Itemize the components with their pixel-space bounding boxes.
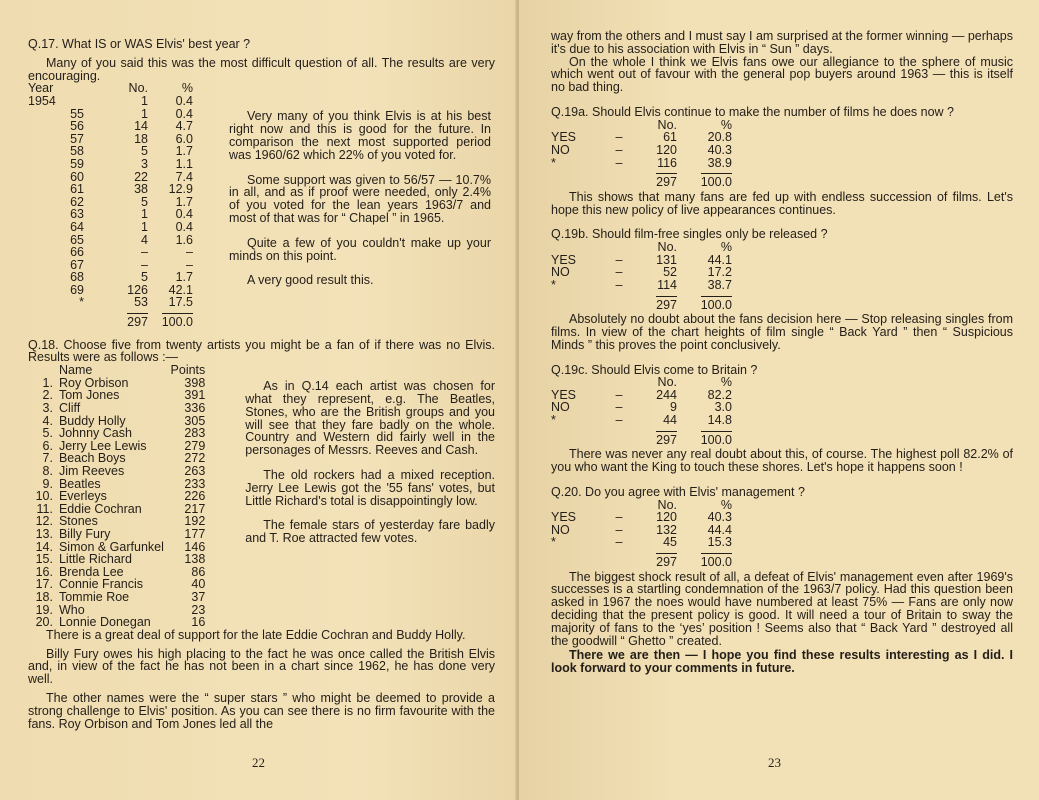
poll-comment: Absolutely no doubt about the fans decision here — Stop releasing singles from films. In view of the chart heights of film single “ Back Yard ” then “ Suspicious Minds ” this proves the point conclusively. xyxy=(551,312,1013,352)
table-row xyxy=(551,254,732,267)
percent-cell: 17.2 xyxy=(707,265,732,280)
percent-cell: 6.0 xyxy=(175,131,193,146)
rank-cell: 19. xyxy=(35,602,53,617)
table-row xyxy=(28,158,193,171)
artist-name-cell: Buddy Holly xyxy=(58,413,126,428)
year-cell: 63 xyxy=(70,207,84,222)
table-row xyxy=(28,108,193,121)
count-cell: 126 xyxy=(127,282,148,297)
artist-name-cell: Johnny Cash xyxy=(58,426,132,441)
count-cell: 3 xyxy=(141,156,148,171)
year-cell: * xyxy=(79,295,84,310)
dash-cell: – xyxy=(615,252,623,267)
poll-header-row xyxy=(551,241,732,254)
q18-notes xyxy=(245,380,495,628)
points-cell: 279 xyxy=(184,438,206,453)
answer-cell: * xyxy=(551,413,556,428)
total-row xyxy=(551,169,732,189)
rank-cell: 2. xyxy=(42,388,53,403)
table-row xyxy=(28,133,193,146)
count-cell: 14 xyxy=(134,119,148,134)
total-percent: 100.0 xyxy=(161,315,193,330)
answer-cell: * xyxy=(551,155,556,170)
table-row xyxy=(551,266,732,279)
q18-note-3: The female stars of yesterday fare badly and T. Roe attracted few votes. xyxy=(245,518,495,546)
year-cell: 68 xyxy=(70,270,84,285)
artist-name-cell: Everleys xyxy=(58,489,107,504)
table-row xyxy=(28,402,205,415)
table-row xyxy=(28,246,193,259)
points-cell: 138 xyxy=(184,552,206,567)
count-cell: 1 xyxy=(141,219,148,234)
answer-cell: NO xyxy=(551,400,570,415)
rank-cell: 6. xyxy=(42,438,53,453)
table-row xyxy=(551,524,732,537)
rank-cell: 17. xyxy=(35,577,53,592)
artist-name-cell: Lonnie Donegan xyxy=(58,615,151,630)
table-row xyxy=(551,144,732,157)
rank-cell: 20. xyxy=(35,615,53,630)
percent-cell: 1.7 xyxy=(175,144,193,159)
year-cell: 55 xyxy=(70,106,84,121)
dash-cell: – xyxy=(615,522,623,537)
year-header: Year xyxy=(28,81,54,96)
count-cell: 9 xyxy=(670,400,677,415)
rank-cell: 16. xyxy=(35,564,53,579)
year-cell: 58 xyxy=(70,144,84,159)
dash-cell: – xyxy=(615,130,623,145)
table-row xyxy=(551,389,732,402)
table-row xyxy=(551,131,732,144)
table-row xyxy=(28,145,193,158)
poll-question: Q.19c. Should Elvis come to Britain ? xyxy=(551,362,758,377)
closing-text: There we are then — I hope you find these results interesting as I did. I look forward to your comments in future. xyxy=(551,648,1013,676)
poll-comment: There was never any real doubt about this, of course. The highest poll 82.2% of you who want the King to touch these shores. Let's hope it happens soon ! xyxy=(551,447,1013,475)
points-cell: 305 xyxy=(184,413,206,428)
table-row xyxy=(28,503,205,516)
no-header: No. xyxy=(657,240,677,255)
percent-cell: 40.3 xyxy=(707,142,732,157)
table-row xyxy=(28,528,205,541)
table-row xyxy=(551,511,732,524)
points-cell: 23 xyxy=(191,602,206,617)
rank-cell: 12. xyxy=(35,514,53,529)
percent-cell: 40.3 xyxy=(707,510,732,525)
q18-section xyxy=(28,364,495,628)
table-row xyxy=(28,389,205,402)
year-cell: 62 xyxy=(70,194,84,209)
no-header: No. xyxy=(657,375,677,390)
percent-cell: 0.4 xyxy=(175,219,193,234)
poll-question: Q.19a. Should Elvis continue to make the number of films he does now ? xyxy=(551,104,955,119)
answer-cell: YES xyxy=(551,252,577,267)
artist-name-cell: Beatles xyxy=(58,476,101,491)
dash-cell: – xyxy=(615,510,623,525)
percent-cell: 0.4 xyxy=(175,93,193,108)
q17-year-table xyxy=(28,82,193,328)
percent-cell: 17.5 xyxy=(168,295,193,310)
count-cell: 244 xyxy=(656,387,677,402)
rank-cell: 13. xyxy=(35,526,53,541)
q18-note-1: As in Q.14 each artist was chosen for what they represent, e.g. The Beatles, Stones, who are the British groups and you will see that they fare badly on the whole. Country and Western did fairly well in the personages of Messrs. Reeves and Cash. xyxy=(245,379,495,458)
points-cell: 391 xyxy=(184,388,206,403)
table-row xyxy=(28,271,193,284)
total-percent: 100.0 xyxy=(700,432,732,447)
count-cell: 22 xyxy=(134,169,148,184)
dash-cell: – xyxy=(615,142,623,157)
year-cell: 66 xyxy=(70,245,84,260)
q18-para-1: There is a great deal of support for the late Eddie Cochran and Buddy Holly. xyxy=(46,627,466,642)
table-row xyxy=(28,553,205,566)
total-percent: 100.0 xyxy=(700,175,732,190)
total-row xyxy=(28,309,193,329)
answer-cell: * xyxy=(551,535,556,550)
table-row xyxy=(28,515,205,528)
rank-cell: 10. xyxy=(35,489,53,504)
poll-table xyxy=(551,499,732,569)
year-cell: 69 xyxy=(70,282,84,297)
pct-header: % xyxy=(720,117,732,132)
q17-notes xyxy=(229,110,491,328)
points-cell: 233 xyxy=(184,476,206,491)
artist-name-cell: Connie Francis xyxy=(58,577,144,592)
year-cell: 67 xyxy=(70,257,84,272)
points-cell: 86 xyxy=(191,564,206,579)
artist-name-cell: Stones xyxy=(58,514,98,529)
page-number-left: 22 xyxy=(252,755,265,771)
table-row xyxy=(551,157,732,170)
answer-cell: YES xyxy=(551,510,577,525)
pct-header: % xyxy=(720,497,732,512)
dash-cell: – xyxy=(615,413,623,428)
poll-section xyxy=(551,106,1013,216)
poll-comment: This shows that many fans are fed up with endless succession of films. Let's hope this new policy of live appearances continues. xyxy=(551,189,1013,217)
continued-text: way from the others and I must say I am surprised at the former winning — perhaps it's due to his association with Elvis in “ Sun ” days. xyxy=(551,29,1014,56)
rank-cell: 1. xyxy=(42,375,53,390)
table-row xyxy=(551,536,732,549)
artist-name-cell: Roy Orbison xyxy=(58,375,129,390)
count-cell: 4 xyxy=(141,232,148,247)
artist-name-cell: Simon & Garfunkel xyxy=(58,539,164,554)
dash-cell: – xyxy=(615,400,623,415)
q17-note-2: Some support was given to 56/57 — 10.7% in all, and as if proof were needed, only 2.4% of you voted for the lean years 1963/7 and most of that was for “ Chapel ” in 1965. xyxy=(229,172,491,225)
answer-cell: YES xyxy=(551,130,577,145)
page-number-right: 23 xyxy=(768,755,781,771)
count-cell: 5 xyxy=(141,144,148,159)
count-cell: – xyxy=(141,245,148,260)
count-cell: 132 xyxy=(656,522,677,537)
artist-name-cell: Billy Fury xyxy=(58,526,111,541)
total-count: 297 xyxy=(127,315,148,330)
count-cell: 1 xyxy=(141,106,148,121)
artist-name-cell: Tom Jones xyxy=(58,388,120,403)
points-cell: 146 xyxy=(184,539,206,554)
year-cell: 57 xyxy=(70,131,84,146)
q18-para-2: Billy Fury owes his high placing to the fact he was once called the British Elvis and, in view of the fact he has not been in a chart since 1962, he has done very well. xyxy=(28,646,495,687)
dash-cell: – xyxy=(615,387,623,402)
percent-cell: 12.9 xyxy=(168,182,193,197)
poll-section xyxy=(551,228,1013,351)
table-row xyxy=(28,478,205,491)
answer-cell: NO xyxy=(551,265,570,280)
page-left xyxy=(0,0,517,800)
table-row xyxy=(28,465,205,478)
percent-cell: 14.8 xyxy=(707,413,732,428)
percent-cell: 38.9 xyxy=(707,155,732,170)
q18-heading: Q.18. Choose five from twenty artists you might be a fan of if there was no Elvis. Results were as follows :— xyxy=(28,337,495,365)
points-cell: 226 xyxy=(184,489,206,504)
table-row xyxy=(28,616,205,629)
q17-intro: Many of you said this was the most difficult question of all. The results are very encouraging. xyxy=(28,55,495,83)
table-row xyxy=(28,234,193,247)
percent-cell: – xyxy=(186,245,193,260)
q17-note-4: A very good result this. xyxy=(247,273,374,288)
rank-cell: 3. xyxy=(42,401,53,416)
year-cell: 60 xyxy=(70,169,84,184)
count-cell: 1 xyxy=(141,93,148,108)
count-cell: 44 xyxy=(663,413,677,428)
total-percent: 100.0 xyxy=(700,555,732,570)
poll-comment: The biggest shock result of all, a defeat of Elvis' management even after 1969's successes is a startling condemnation of the 1963/7 policy. Had this question been asked in 1967 the noes would have numbered at least 75% — Fans are only now deciding that the present policy is good. It will need a tour of Britain to sway the majority of fans to the ‘yes’ position ! Seems also that “ Back Yard ” destroyed all the goodwill “ Ghetto ” created. xyxy=(551,569,1013,648)
percent-cell: 38.7 xyxy=(707,277,732,292)
total-row xyxy=(551,549,732,569)
total-count: 297 xyxy=(656,175,677,190)
percent-cell: 44.1 xyxy=(707,252,732,267)
total-row xyxy=(551,427,732,447)
count-cell: 1 xyxy=(141,207,148,222)
answer-cell: NO xyxy=(551,522,570,537)
table-row xyxy=(28,591,205,604)
percent-cell: 1.7 xyxy=(175,194,193,209)
table-row xyxy=(28,208,193,221)
table-row xyxy=(28,95,193,108)
pct-header: % xyxy=(720,375,732,390)
table-row xyxy=(28,196,193,209)
rank-cell: 8. xyxy=(42,464,53,479)
q18-table-body xyxy=(28,377,205,629)
pct-header: % xyxy=(720,240,732,255)
answer-cell: NO xyxy=(551,142,570,157)
artist-name-cell: Cliff xyxy=(58,401,81,416)
table-row xyxy=(28,183,193,196)
artist-name-cell: Jim Reeves xyxy=(58,464,125,479)
count-cell: 52 xyxy=(663,265,677,280)
count-cell: 5 xyxy=(141,270,148,285)
artist-name-cell: Eddie Cochran xyxy=(58,501,142,516)
points-cell: 40 xyxy=(191,577,206,592)
table-row xyxy=(551,414,732,427)
count-cell: 5 xyxy=(141,194,148,209)
percent-cell: 20.8 xyxy=(707,130,732,145)
year-cell: 59 xyxy=(70,156,84,171)
poll-list xyxy=(551,106,1013,649)
artist-name-cell: Brenda Lee xyxy=(58,564,124,579)
poll-header-row xyxy=(551,119,732,132)
year-cell: 65 xyxy=(70,232,84,247)
total-percent: 100.0 xyxy=(700,297,732,312)
points-cell: 283 xyxy=(184,426,206,441)
table-row xyxy=(28,490,205,503)
poll-table xyxy=(551,376,732,446)
page-right xyxy=(519,0,1039,800)
rank-cell: 18. xyxy=(35,589,53,604)
q17-heading: Q.17. What IS or WAS Elvis' best year ? xyxy=(28,37,251,51)
q18-para-3: The other names were the “ super stars ” who might be deemed to provide a strong challenge to Elvis' position. As you can see there is no firm favourite with the fans. Roy Orbison and Tom Jones led all the xyxy=(28,690,495,731)
year-cell: 64 xyxy=(70,219,84,234)
total-count: 297 xyxy=(656,555,677,570)
count-cell: 116 xyxy=(657,155,677,170)
table-row xyxy=(28,427,205,440)
percent-cell: – xyxy=(186,257,193,272)
q18-table-header xyxy=(28,364,205,377)
table-row xyxy=(28,221,193,234)
poll-header-row xyxy=(551,376,732,389)
poll-table xyxy=(551,241,732,311)
year-cell: 56 xyxy=(70,119,84,134)
answer-cell: * xyxy=(551,277,556,292)
continued-text-2: On the whole I think we Elvis fans owe our allegiance to the sphere of music which went out of favour with the general pop buyers around 1963 — this is itself no bad thing. xyxy=(551,54,1013,95)
count-cell: 53 xyxy=(134,295,148,310)
percent-cell: 1.7 xyxy=(175,270,193,285)
points-cell: 192 xyxy=(184,514,206,529)
rank-cell: 11. xyxy=(36,501,53,516)
poll-header-row xyxy=(551,499,732,512)
table-row xyxy=(28,120,193,133)
poll-section xyxy=(551,486,1013,648)
no-header: No. xyxy=(657,497,677,512)
q18-note-2: The old rockers had a mixed reception. Jerry Lee Lewis got the '55 fans' votes, but Little Richard's total is disappointingly low. xyxy=(245,468,495,508)
answer-cell: YES xyxy=(551,387,577,402)
q17-section xyxy=(28,82,495,328)
year-cell: 61 xyxy=(70,182,84,197)
rank-cell: 14. xyxy=(35,539,53,554)
count-cell: 38 xyxy=(134,182,148,197)
total-count: 297 xyxy=(656,432,677,447)
count-cell: 61 xyxy=(663,130,677,145)
artist-name-cell: Beach Boys xyxy=(58,451,126,466)
no-header: No. xyxy=(657,117,677,132)
percent-cell: 82.2 xyxy=(707,387,732,402)
count-cell: 18 xyxy=(134,131,148,146)
q17-note-1: Very many of you think Elvis is at his best right now and this is good for the future. In comparison the next most supported period was 1960/62 which 22% of you voted for. xyxy=(229,109,491,162)
percent-cell: 1.6 xyxy=(175,232,193,247)
q18-artist-table xyxy=(28,364,205,628)
poll-table xyxy=(551,119,732,189)
artist-name-cell: Who xyxy=(58,602,85,617)
points-cell: 16 xyxy=(191,615,206,630)
percent-cell: 15.3 xyxy=(707,535,732,550)
count-cell: 45 xyxy=(663,535,677,550)
points-header: Points xyxy=(170,363,206,378)
name-header: Name xyxy=(58,363,93,378)
artist-name-cell: Tommie Roe xyxy=(58,589,130,604)
table-row xyxy=(28,296,193,309)
points-cell: 263 xyxy=(184,464,206,479)
points-cell: 177 xyxy=(184,526,206,541)
count-cell: – xyxy=(141,257,148,272)
q17-table-body xyxy=(28,95,193,329)
count-cell: 120 xyxy=(656,510,677,525)
count-cell: 114 xyxy=(657,277,677,292)
artist-name-cell: Little Richard xyxy=(58,552,132,567)
total-row xyxy=(551,292,732,312)
points-cell: 217 xyxy=(184,501,206,516)
q17-note-3: Quite a few of you couldn't make up your minds on this point. xyxy=(229,235,491,263)
rank-cell: 15. xyxy=(35,552,53,567)
poll-question: Q.19b. Should film-free singles only be released ? xyxy=(551,227,828,242)
table-row xyxy=(551,279,732,292)
poll-question: Q.20. Do you agree with Elvis' management ? xyxy=(551,484,805,499)
rank-cell: 9. xyxy=(42,476,53,491)
table-row xyxy=(551,401,732,414)
rank-cell: 4. xyxy=(42,413,53,428)
dash-cell: – xyxy=(615,265,623,280)
percent-cell: 0.4 xyxy=(175,106,193,121)
percent-cell: 7.4 xyxy=(175,169,193,184)
total-count: 297 xyxy=(656,297,677,312)
no-header: No. xyxy=(128,81,148,96)
dash-cell: – xyxy=(615,277,623,292)
rank-cell: 5. xyxy=(42,426,53,441)
percent-cell: 3.0 xyxy=(714,400,732,415)
percent-cell: 4.7 xyxy=(175,119,193,134)
points-cell: 272 xyxy=(184,451,206,466)
pct-header: % xyxy=(181,81,193,96)
table-row xyxy=(28,259,193,272)
percent-cell: 42.1 xyxy=(168,282,193,297)
poll-section xyxy=(551,364,1013,474)
count-cell: 131 xyxy=(656,252,677,267)
artist-name-cell: Jerry Lee Lewis xyxy=(58,438,147,453)
percent-cell: 0.4 xyxy=(175,207,193,222)
percent-cell: 44.4 xyxy=(707,522,732,537)
points-cell: 336 xyxy=(184,401,206,416)
dash-cell: – xyxy=(615,155,623,170)
percent-cell: 1.1 xyxy=(175,156,193,171)
points-cell: 37 xyxy=(191,589,206,604)
year-cell: 1954 xyxy=(28,93,56,108)
dash-cell: – xyxy=(615,535,623,550)
points-cell: 398 xyxy=(184,375,206,390)
count-cell: 120 xyxy=(656,142,677,157)
rank-cell: 7. xyxy=(42,451,53,466)
